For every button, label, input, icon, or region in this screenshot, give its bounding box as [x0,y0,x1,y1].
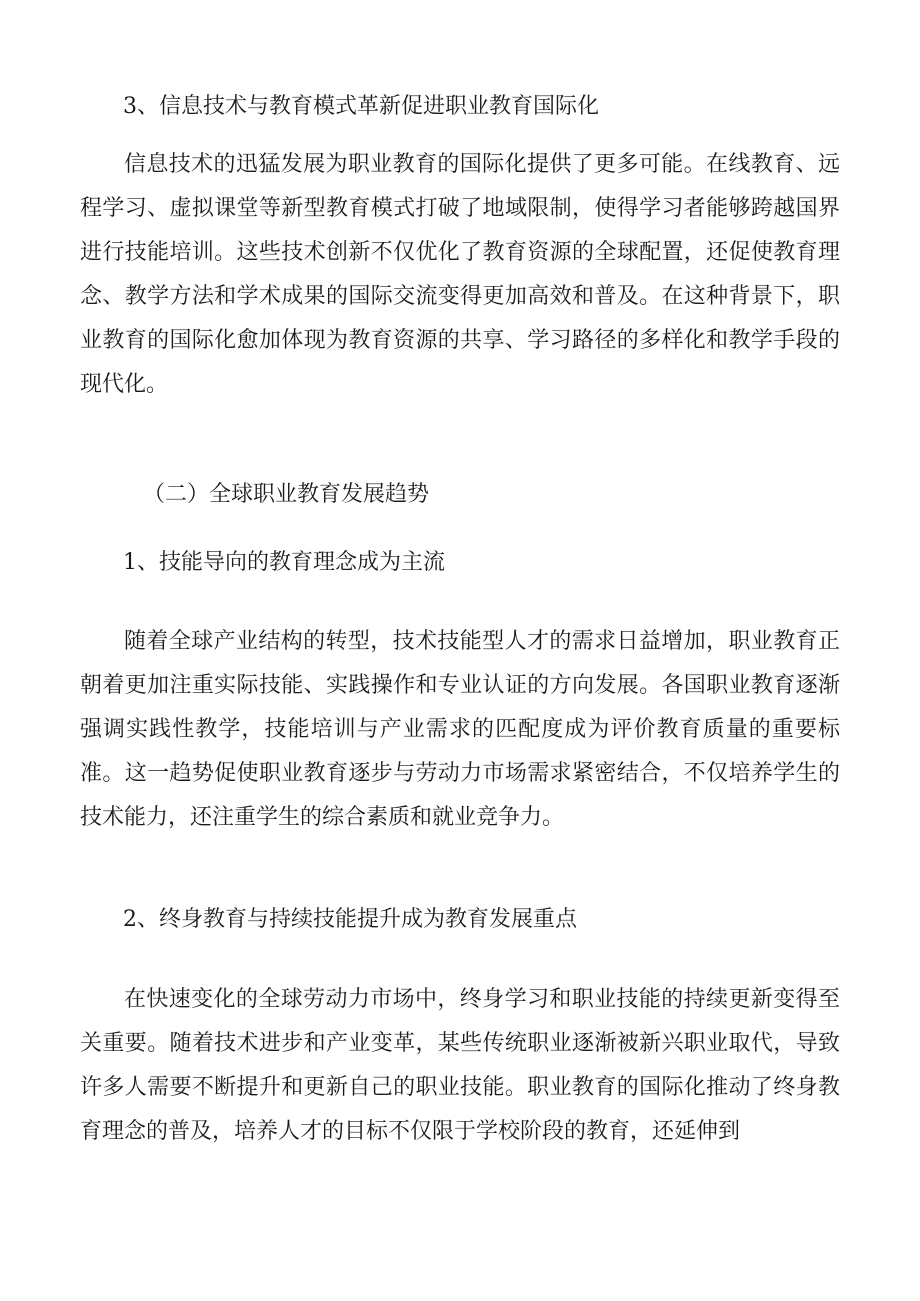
subheading-3: 3、信息技术与教育模式革新促进职业教育国际化 [123,94,599,119]
paragraph-skills: 随着全球产业结构的转型，技术技能型人才的需求日益增加，职业教育正朝着更加注重实际技能、实践操作和专业认证的方向发展。各国职业教育逐渐强调实践性教学，技能培训与产业需求的匹配度成为评价教育质量的重要标准。这一趋势促使职业教育逐步与劳动力市场需求紧密结合，不仅培养学生的技术能力，还注重学生的综合素质和就业竞争力。 [80,629,840,830]
subheading-2: 2、终身教育与持续技能提升成为教育发展重点 [123,907,577,932]
subheading-1: 1、技能导向的教育理念成为主流 [123,550,445,575]
paragraph-lifelong: 在快速变化的全球劳动力市场中，终身学习和职业技能的持续更新变得至关重要。随着技术进步和产业变革，某些传统职业逐渐被新兴职业取代，导致许多人需要不断提升和更新自己的职业技能。职业教育的国际化推动了终身教育理念的普及，培养人才的目标不仅限于学校阶段的教育，还延伸到 [80,987,840,1144]
paragraph-info-tech: 信息技术的迅猛发展为职业教育的国际化提供了更多可能。在线教育、远程学习、虚拟课堂等新型教育模式打破了地域限制，使得学习者能够跨越国界进行技能培训。这些技术创新不仅优化了教育资源的全球配置，还促使教育理念、教学方法和学术成果的国际交流变得更加高效和普及。在这种背景下，职业教育的国际化愈加体现为教育资源的共享、学习路径的多样化和教学手段的现代化。 [80,152,840,397]
section-heading: （二）全球职业教育发展趋势 [143,482,430,507]
